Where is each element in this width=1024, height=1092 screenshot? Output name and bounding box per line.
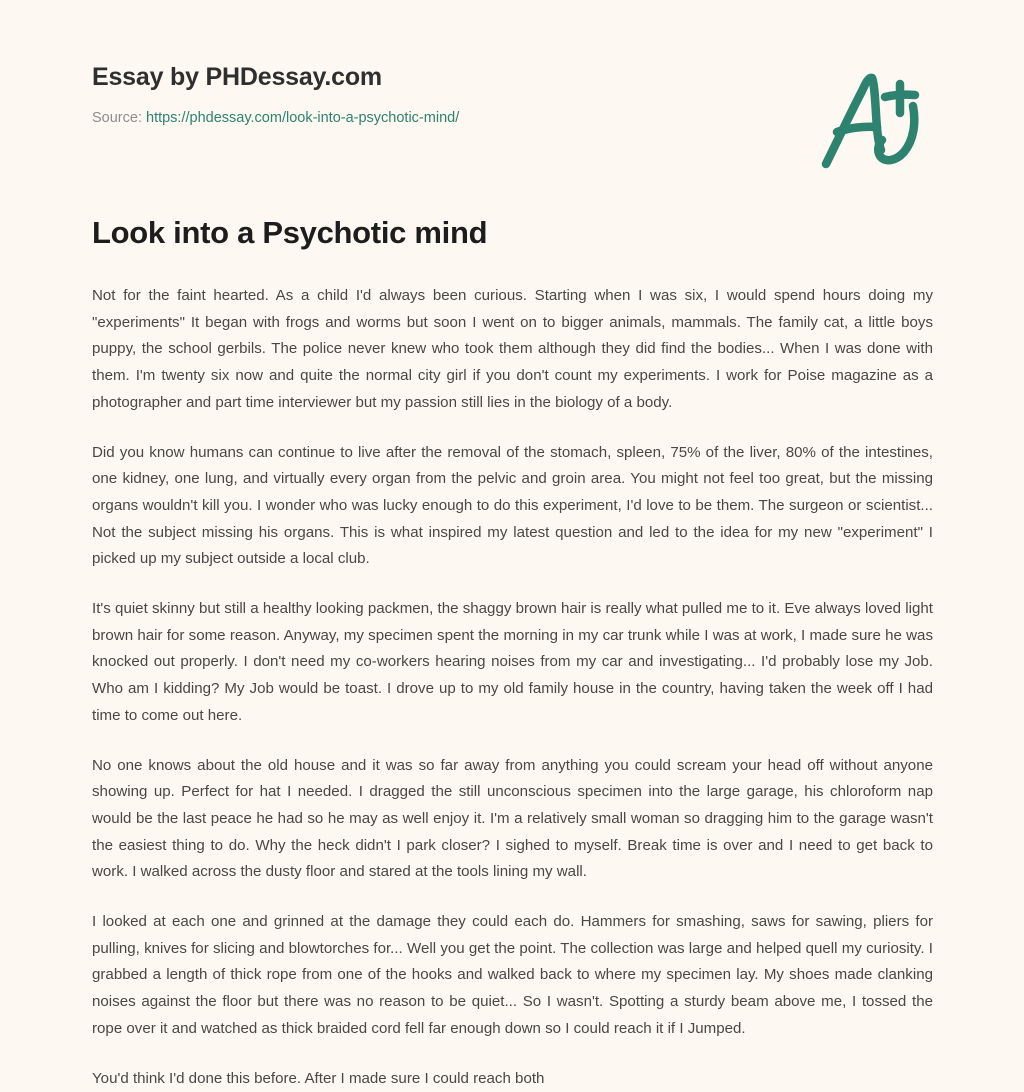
source-line	[92, 109, 932, 128]
paragraph: I looked at each one and grinned at the damage they could each do. Hammers for smashing, saws for sawing, pliers for pulling, knives for slicing and blowtorches for... Well you get the point. The collection was large and helped quell my curiosity. I grabbed a length of thick rope from one of the hooks and walked back to where my specimen lay. My shoes made clanking noises against the floor but there was no reason to be quiet... So I wasn't. Spotting a sturdy beam above me, I tossed the rope over it and watched as thick braided cord fell far enough down so I could reach it if I Jumped.	[92, 913, 933, 1037]
brand-title: Essay by PHDessay.com	[92, 63, 382, 91]
page-header	[92, 62, 932, 128]
paragraph: Not for the faint hearted. As a child I'd always been curious. Starting when I was six, I would spend hours doing my "experiments" It began with frogs and worms but soon I went on to bigger animals, mammals. The family cat, a little boys puppy, the school gerbils. The police never knew who took them although they did find the bodies... When I was done with them. I'm twenty six now and quite the normal city girl if you don't count my experiments. I work for Poise magazine as a photographer and part time interviewer but my passion still lies in the biology of a body.	[92, 287, 933, 411]
paragraph: Did you know humans can continue to live after the removal of the stomach, spleen, 75% of the liver, 80% of the intestines, one kidney, one lung, and virtually every organ from the pelvic and groin area. You might not feel too great, but the missing organs wouldn't kill you. I wonder who was lucky enough to do this experiment, I'd love to be them. The surgeon or scientist... Not the subject missing his organs. This is what inspired my latest question and led to the idea for my new "experiment" I picked up my subject outside a local club.	[92, 443, 933, 568]
source-url-link[interactable]: https://phdessay.com/look-into-a-psychotic-mind/	[146, 110, 460, 126]
paragraph: It's quiet skinny but still a healthy looking packmen, the shaggy brown hair is really what pulled me to it. Eve always loved light brown hair for some reason. Anyway, my specimen spent the morning in my car trunk while I was at work, I made sure he was knocked out properly. I don't need my co-workers hearing noises from my car and investigating... I'd probably lose my Job. Who am I kidding? My Job would be toast. I drove up to my old family house in the country, having taken the week off I had time to come out here.	[92, 600, 933, 724]
article-body	[92, 283, 933, 1092]
page-title: Look into a Psychotic mind	[92, 215, 488, 250]
source-label: Source:	[92, 110, 146, 126]
paragraph: No one knows about the old house and it was so far away from anything you could scream your head off without anyone showing up. Perfect for hat I needed. I dragged the still unconscious specimen into the large garage, his chloroform nap would be the last peace he had so he may as well enjoy it. I'm a relatively small woman so dragging him to the garage wasn't the easiest thing to do. Why the heck didn't I park closer? I sighed to myself. Break time is over and I need to get back to work. I walked across the dusty floor and stared at the tools lining my wall.	[92, 756, 933, 881]
paragraph: You'd think I'd done this before. After I made sure I could reach both	[92, 1069, 545, 1087]
aplus-logo-icon	[812, 66, 928, 170]
